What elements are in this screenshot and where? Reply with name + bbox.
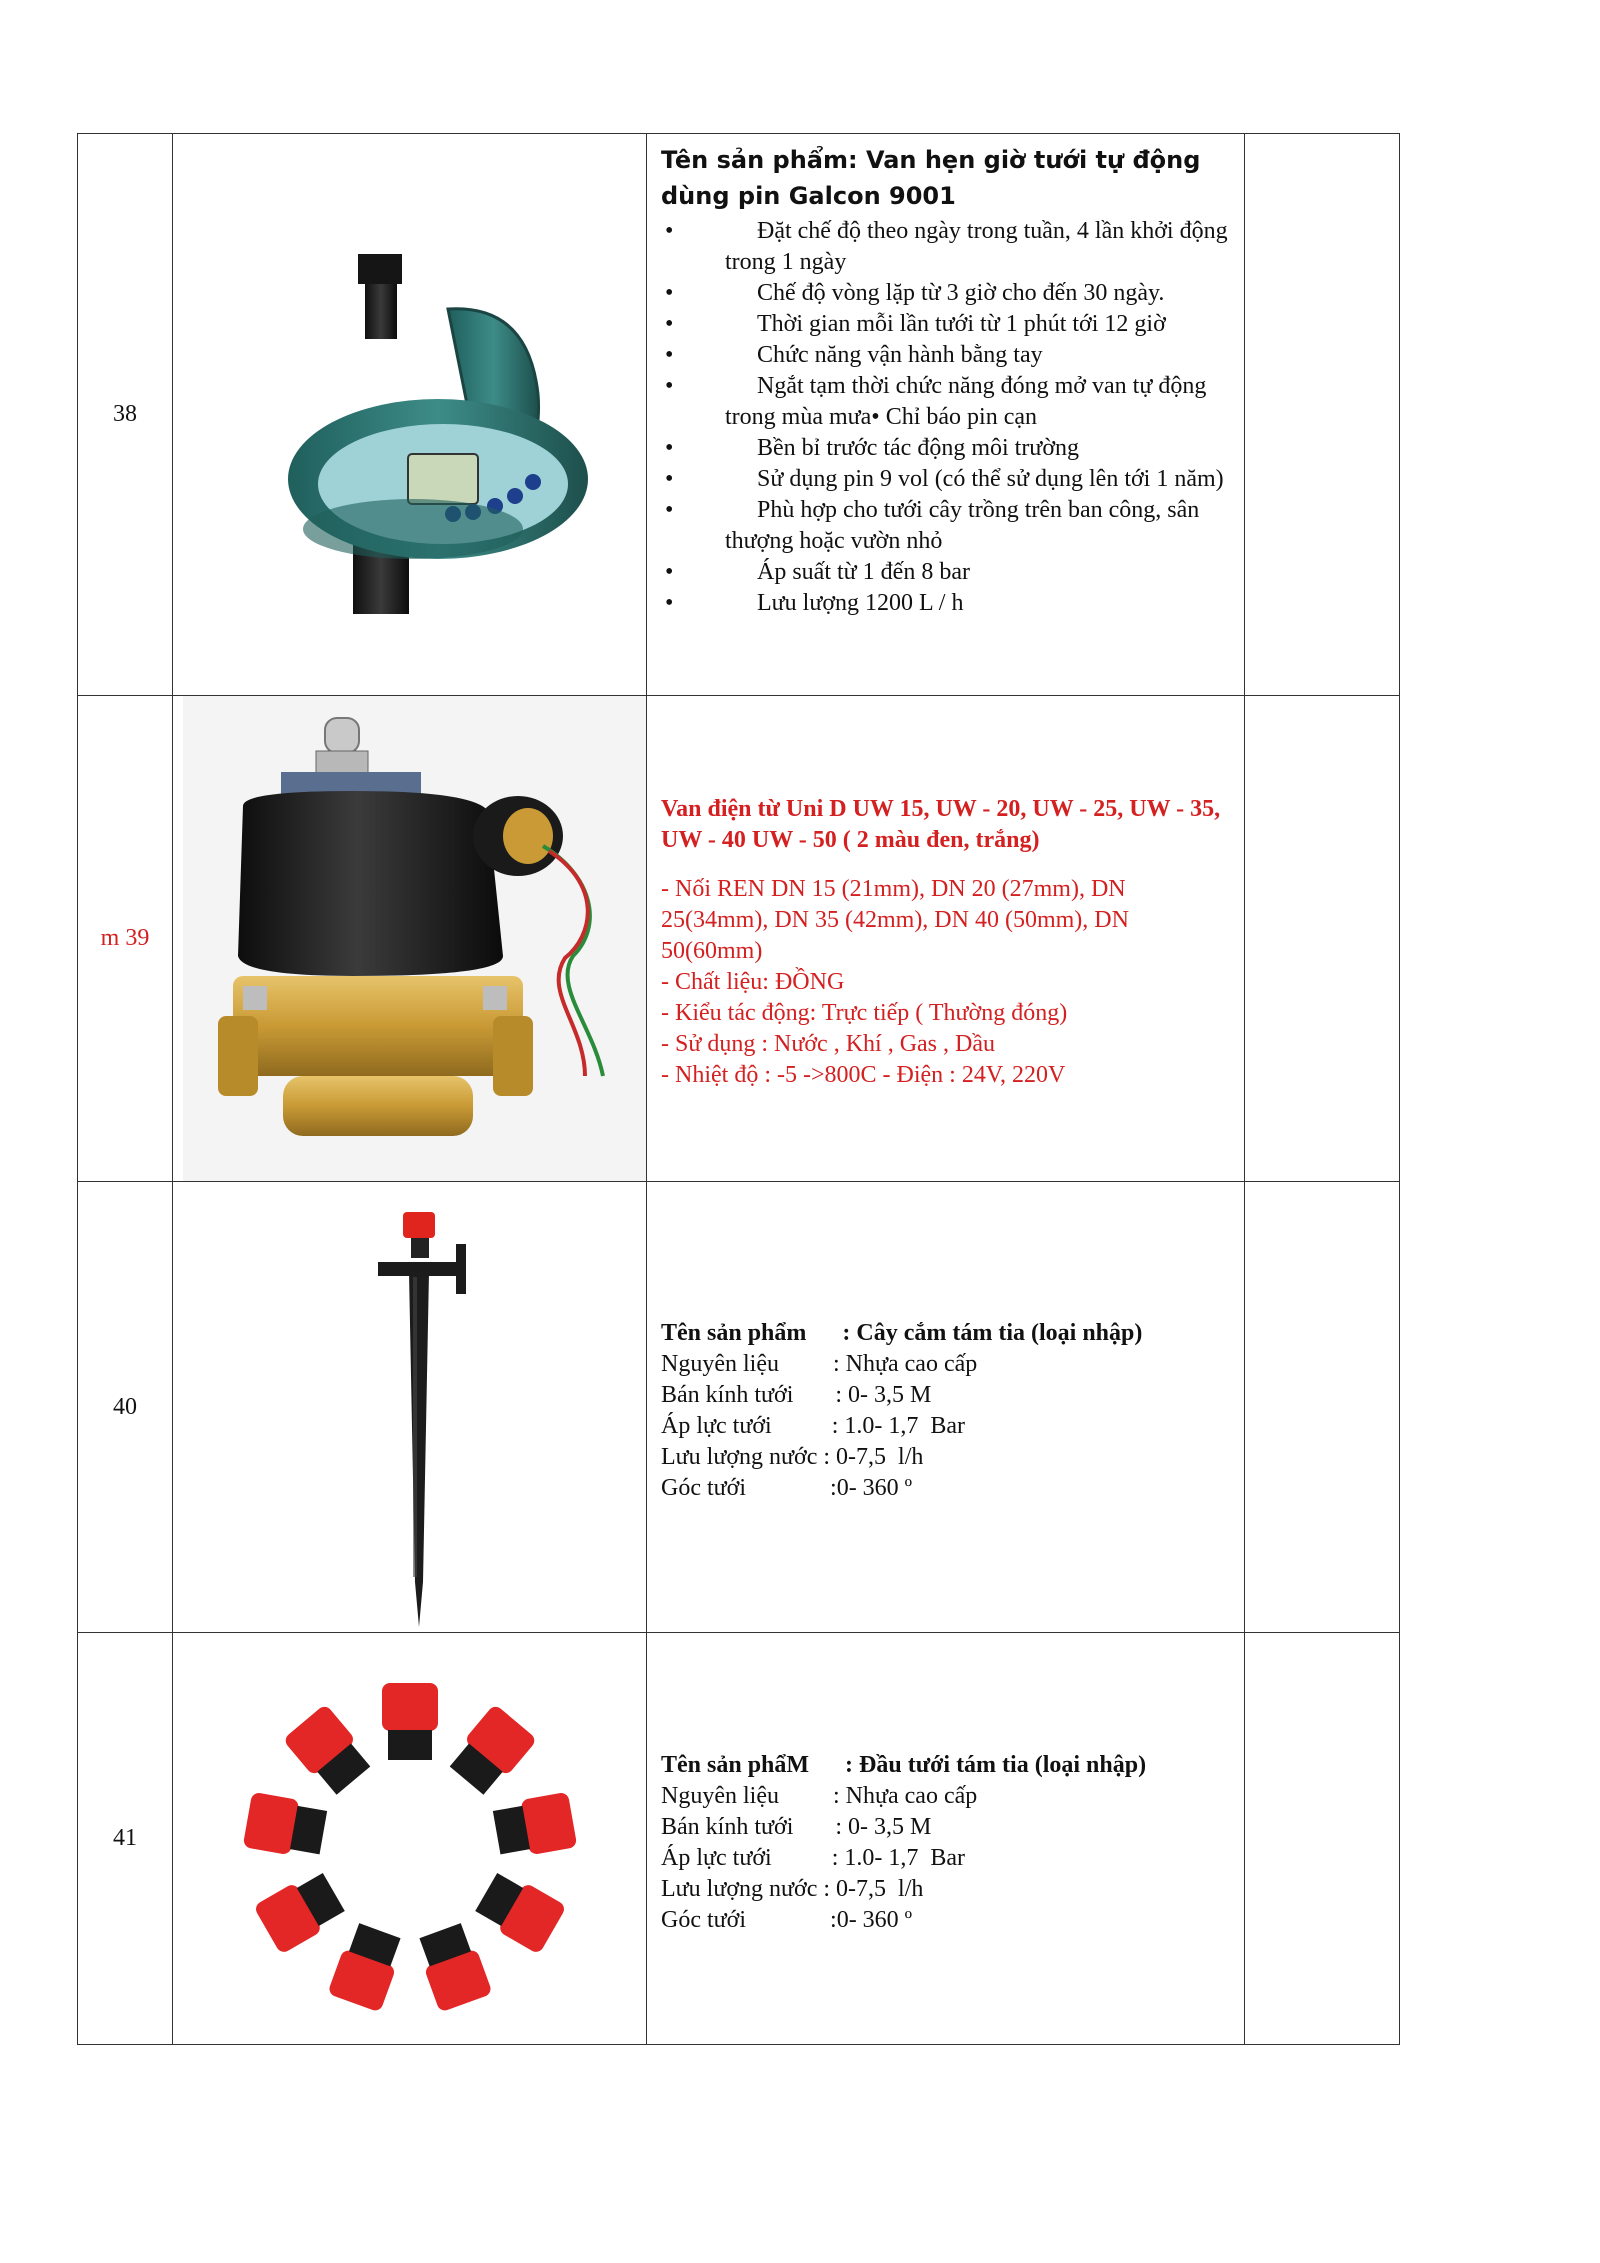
list-item: • Chế độ vòng lặp từ 3 giờ cho đến 30 ngày.: [665, 280, 1165, 306]
spec-row: Bán kính tưới : 0- 3,5 M: [661, 1813, 932, 1840]
row-number: 40: [78, 1182, 173, 1633]
product-image-cell: [173, 696, 647, 1182]
product-title: Van điện từ Uni D UW 15, UW - 20, UW - 25, UW - 35, UW - 40 UW - 50 ( 2 màu đen, trắng): [661, 796, 1221, 853]
solenoid-valve-image: [173, 696, 647, 1181]
spec-row: Áp lực tưới : 1.0- 1,7 Bar: [661, 1844, 966, 1871]
product-description: [647, 1633, 1245, 2045]
spec-row: Bán kính tưới : 0- 3,5 M: [661, 1382, 932, 1408]
list-item: • Đặt chế độ theo ngày trong tuần, 4 lần khởi động trong 1 ngày: [665, 218, 1228, 275]
row-number: 38: [78, 134, 173, 696]
product-row: [78, 1633, 1400, 2045]
stake-sprinkler-image: [173, 1182, 647, 1632]
feature-list: [661, 216, 1230, 619]
product-row: [78, 134, 1400, 696]
list-item: • Thời gian mỗi lần tưới từ 1 phút tới 12 giờ: [665, 311, 1166, 337]
product-row: [78, 696, 1400, 1182]
list-item: • Chức năng vận hành bằng tay: [665, 342, 1043, 368]
product-title: Tên sản phẩm : Cây cắm tám tia (loại nhập): [661, 1320, 1143, 1346]
spec-row: Áp lực tưới : 1.0- 1,7 Bar: [661, 1413, 966, 1439]
product-image-cell: [173, 1633, 647, 2045]
product-title: Tên sản phẩM : Đầu tưới tám tia (loại nhập): [661, 1751, 1147, 1778]
spec-line: - Chất liệu: ĐỒNG: [661, 969, 845, 995]
product-description: [647, 1182, 1245, 1633]
spec-line: - Kiểu tác động: Trực tiếp ( Thường đóng): [661, 1000, 1068, 1026]
note-cell: [1245, 1633, 1400, 2045]
product-title: Tên sản phẩm: Van hẹn giờ tưới tự động dùng pin Galcon 9001: [661, 146, 1201, 210]
spec-row: Nguyên liệu : Nhựa cao cấp: [661, 1782, 978, 1809]
timer-valve-image: [173, 134, 647, 695]
row-number: m 39: [78, 696, 173, 1182]
spec-row: Nguyên liệu : Nhựa cao cấp: [661, 1351, 978, 1377]
product-table: [77, 133, 1400, 2045]
product-image-cell: [173, 134, 647, 696]
product-description: [647, 134, 1245, 696]
list-item: • Sử dụng pin 9 vol (có thể sử dụng lên tới 1 năm): [665, 466, 1224, 492]
list-item: • Áp suất từ 1 đến 8 bar: [665, 559, 970, 585]
spec-row: Lưu lượng nước : 0-7,5 l/h: [661, 1444, 924, 1470]
note-cell: [1245, 134, 1400, 696]
spec-row: Lưu lượng nước : 0-7,5 l/h: [661, 1875, 924, 1902]
spec-line: - Nhiệt độ : -5 ->800C - Điện : 24V, 220V: [661, 1062, 1066, 1088]
product-row: [78, 1182, 1400, 1633]
note-cell: [1245, 696, 1400, 1182]
list-item: • Lưu lượng 1200 L / h: [665, 590, 964, 616]
list-item: • Bền bỉ trước tác động môi trường: [665, 435, 1080, 461]
spec-row: Góc tưới :0- 360 º: [661, 1475, 913, 1501]
note-cell: [1245, 1182, 1400, 1633]
product-description: [647, 696, 1245, 1182]
product-image-cell: [173, 1182, 647, 1633]
list-item: • Phù hợp cho tưới cây trồng trên ban công, sân thượng hoặc vườn nhỏ: [665, 497, 1200, 554]
spec-line: - Nối REN DN 15 (21mm), DN 20 (27mm), DN 25(34mm), DN 35 (42mm), DN 40 (50mm), DN 50(60mm): [661, 876, 1129, 964]
list-item: • Ngắt tạm thời chức năng đóng mở van tự động trong mùa mưa• Chỉ báo pin cạn: [665, 373, 1207, 430]
sprinkler-heads-image: [173, 1633, 647, 2044]
row-number: 41: [78, 1633, 173, 2045]
spec-line: - Sử dụng : Nước , Khí , Gas , Dầu: [661, 1031, 996, 1057]
spec-row: Góc tưới :0- 360 º: [661, 1906, 913, 1933]
